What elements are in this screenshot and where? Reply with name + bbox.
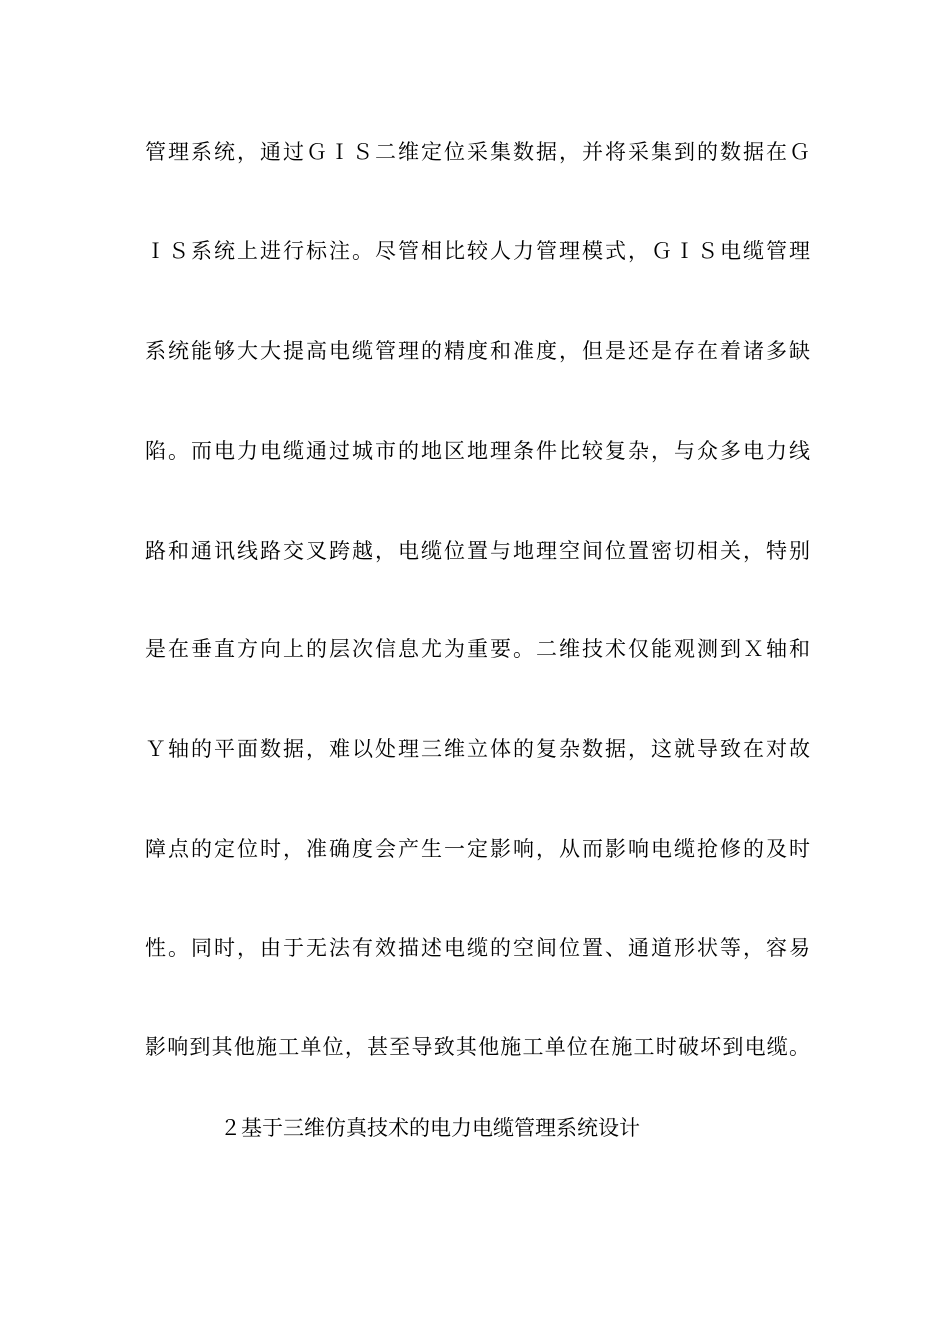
paragraph-line-5: 路和通讯线路交叉跨越，电缆位置与地理空间位置密切相关，特别	[145, 539, 810, 563]
paragraph-line-8: 障点的定位时，准确度会产生一定影响，从而影响电缆抢修的及时	[145, 837, 810, 861]
paragraph-line-9: 性。同时，由于无法有效描述电缆的空间位置、通道形状等，容易	[145, 936, 810, 960]
paragraph-line-6: 是在垂直方向上的层次信息尤为重要。二维技术仅能观测到Ｘ轴和	[145, 637, 810, 661]
paragraph-line-7: Ｙ轴的平面数据，难以处理三维立体的复杂数据，这就导致在对故	[145, 737, 810, 761]
paragraph-line-4: 陷。而电力电缆通过城市的地区地理条件比较复杂，与众多电力线	[145, 439, 810, 463]
paragraph-line-10: 影响到其他施工单位，甚至导致其他施工单位在施工时破坏到电缆。	[145, 1035, 810, 1059]
paragraph-line-2: ＩＳ系统上进行标注。尽管相比较人力管理模式，ＧＩＳ电缆管理	[145, 239, 810, 263]
paragraph-line-1: 管理系统，通过ＧＩＳ二维定位采集数据，并将采集到的数据在Ｇ	[145, 140, 810, 164]
paragraph-line-3: 系统能够大大提高电缆管理的精度和准度，但是还是存在着诸多缺	[145, 339, 810, 363]
section-heading: ２基于三维仿真技术的电力电缆管理系统设计	[220, 1116, 640, 1140]
